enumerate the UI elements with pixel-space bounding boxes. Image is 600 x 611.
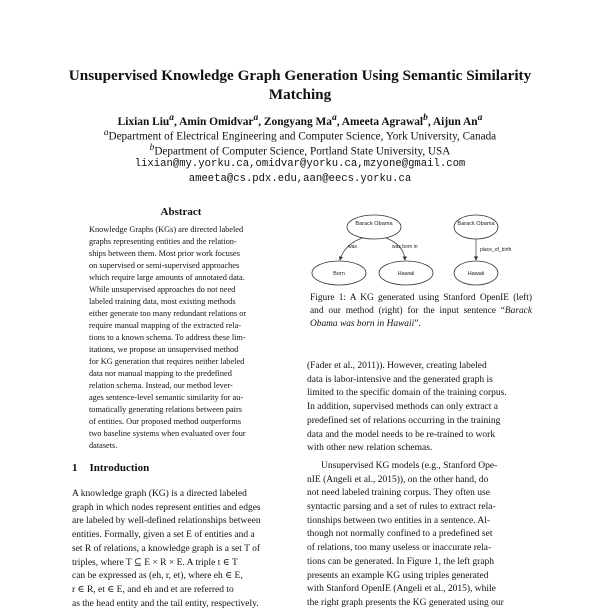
edge-label: was born in [392, 244, 418, 250]
text-line: syntactic parsing and a set of rules to extract rela- [307, 502, 496, 513]
text-line: with Stanford OpenIE (Angeli et al., 2015), while [307, 584, 496, 595]
abstract-line: tomatically generating relations between pairs [89, 405, 242, 414]
text-line: entities. Formally, given a set E of entities and a [72, 530, 255, 541]
text-line: triples, where T ⊆ E × R × E. A triple t ∈ T [72, 557, 238, 568]
section-heading [72, 462, 161, 474]
abstract-line: While unsupervised approaches do not need [89, 285, 236, 294]
affiliation-text: Department of Computer Science, Portland State University, USA [154, 145, 451, 158]
abstract-line: for KG generation that requires neither labeled [89, 357, 245, 366]
abstract-line: ships between them. Most prior work focuses [89, 249, 240, 258]
text-line: the right graph presents the KG generated using our [307, 597, 504, 608]
caption-text: Figure 1: A KG generated using Stanford OpenIE (left) and our method (right) for the input sentence “ [310, 293, 532, 316]
author-name: Ameeta Agrawal [341, 115, 424, 128]
author-name: Zongyang Ma [263, 115, 332, 128]
abstract-line: labeled training data, most existing methods [89, 297, 236, 306]
author-affil-mark: b [423, 113, 428, 123]
text-line: graph in which nodes represent entities and edges [72, 502, 261, 513]
node-label: Barack Obama [457, 221, 495, 227]
text-line: are labeled by well-defined relationships between [72, 516, 261, 527]
section-number: 1 [72, 462, 78, 474]
abstract-line: require manual mapping of the extracted rela- [89, 321, 242, 330]
abstract-line: graphs representing entities and the relation- [89, 237, 237, 246]
email-line-2: ameeta@cs.pdx.edu,aan@eecs.yorku.ca [188, 173, 412, 185]
text-line: set R of relations, a knowledge graph is a set T of [72, 543, 261, 554]
introduction-text [72, 488, 294, 611]
text-line: nIE (Angeli et al., 2015)), on the other hand, do [307, 474, 489, 485]
text-line: r ∈ R, et ∈ E, and eh and et are referred to [72, 584, 234, 595]
node-label: Born [333, 271, 345, 277]
text-line: not need labeled training corpus. They often use [307, 488, 490, 499]
node-label: Barack Obama [355, 221, 393, 227]
abstract-line: ages sentence-level semantic similarity for au- [89, 393, 244, 402]
abstract-line: either generate too many redundant relations or [89, 309, 247, 318]
text-line: (Fader et al., 2011)). However, creating labeled [307, 361, 487, 371]
text-line: can be expressed as (eh, r, et), where eh ∈ E, [72, 571, 243, 582]
graph-node [454, 215, 498, 239]
right-column-text [307, 360, 532, 611]
text-line: of relations, too many useless or inaccurate rela- [307, 543, 492, 554]
text-line: limited to the specific domain of the training corpus. [307, 388, 507, 399]
text-line: A knowledge graph (KG) is a directed labeled [72, 489, 247, 499]
text-line: as the head entity and the tail entity, respectively. [72, 598, 259, 609]
author-affil-mark: a [169, 113, 175, 123]
caption-sentence: Barack Obama was born in Hawaii [310, 306, 532, 329]
affil-mark: a [103, 128, 109, 138]
node-label: Hawaii [397, 271, 415, 277]
author-affil-mark: a [253, 113, 259, 123]
text-line: predefined set of relations occurring in the training [307, 415, 501, 426]
author-affil-mark: a [331, 113, 337, 123]
abstract-line: itations, we propose an unsupervised method [89, 345, 239, 354]
abstract-line: datasets. [89, 441, 118, 450]
paper-title: Unsupervised Knowledge Graph Generation Using Semantic Similarity Matching [68, 67, 532, 103]
text-line: though not normally confined to a predefined set [307, 529, 493, 540]
abstract-line: on supervised or semi-supervised approaches [89, 261, 240, 270]
abstract-line: of entities. Our proposed method outperforms [89, 417, 242, 426]
author-list: Lixian Liu$^a$, Amin Omidvar$^a$, Zongyang Ma$^a$, Ameeta Agrawal$^b$, Aijun An$^a$ [117, 113, 483, 128]
abstract-heading: Abstract [160, 206, 202, 218]
text-line: Unsupervised KG models (e.g., Stanford Ope- [321, 460, 498, 471]
text-line: tions can be generated. In Figure 1, the left graph [307, 556, 495, 567]
abstract-body [89, 224, 279, 452]
edge-label: place_of_birth [480, 247, 512, 253]
abstract-line: tions to a known schema. To address these lim- [89, 333, 246, 342]
author-name: Lixian Liu [117, 115, 170, 128]
email-line-1: lixian@my.yorku.ca,omidvar@yorku.ca,mzyone@gmail.com [134, 158, 466, 170]
caption-text: ”. [414, 319, 421, 329]
abstract-line: data nor manual mapping to the predefined [89, 369, 232, 378]
section-title: Introduction [89, 462, 150, 474]
affil-mark: b [149, 143, 155, 153]
text-line: with other new relation schemas. [307, 443, 433, 454]
abstract-line: two baseline systems when evaluated over four [89, 429, 246, 438]
graph-node [347, 215, 401, 239]
figure-1 [304, 205, 532, 290]
abstract-line: relation schema. Instead, our method lever- [89, 381, 233, 390]
author-affil-mark: a [477, 113, 483, 123]
author-name: Aijun An [432, 115, 478, 128]
text-line: In addition, supervised methods can only extract a [307, 402, 499, 413]
text-line: data is labor-intensive and the generated graph is [307, 374, 493, 385]
abstract-line: which require large amounts of annotated data. [89, 273, 245, 282]
kg-diagram [304, 205, 532, 290]
text-line: data and the model needs to be re-trained to work [307, 429, 496, 440]
text-line: presents an example KG using triples generated [307, 570, 489, 581]
node-label: Hawaii [467, 271, 485, 277]
abstract-line: Knowledge Graphs (KGs) are directed labeled [89, 225, 244, 234]
edge-label: was [348, 244, 357, 250]
figure-caption [310, 292, 532, 331]
text-line: tionships between two entities in a sentence. Al- [307, 515, 491, 526]
affiliation-text: Department of Electrical Engineering and Computer Science, York University, Canada [108, 130, 497, 143]
author-name: Amin Omidvar [179, 115, 254, 128]
